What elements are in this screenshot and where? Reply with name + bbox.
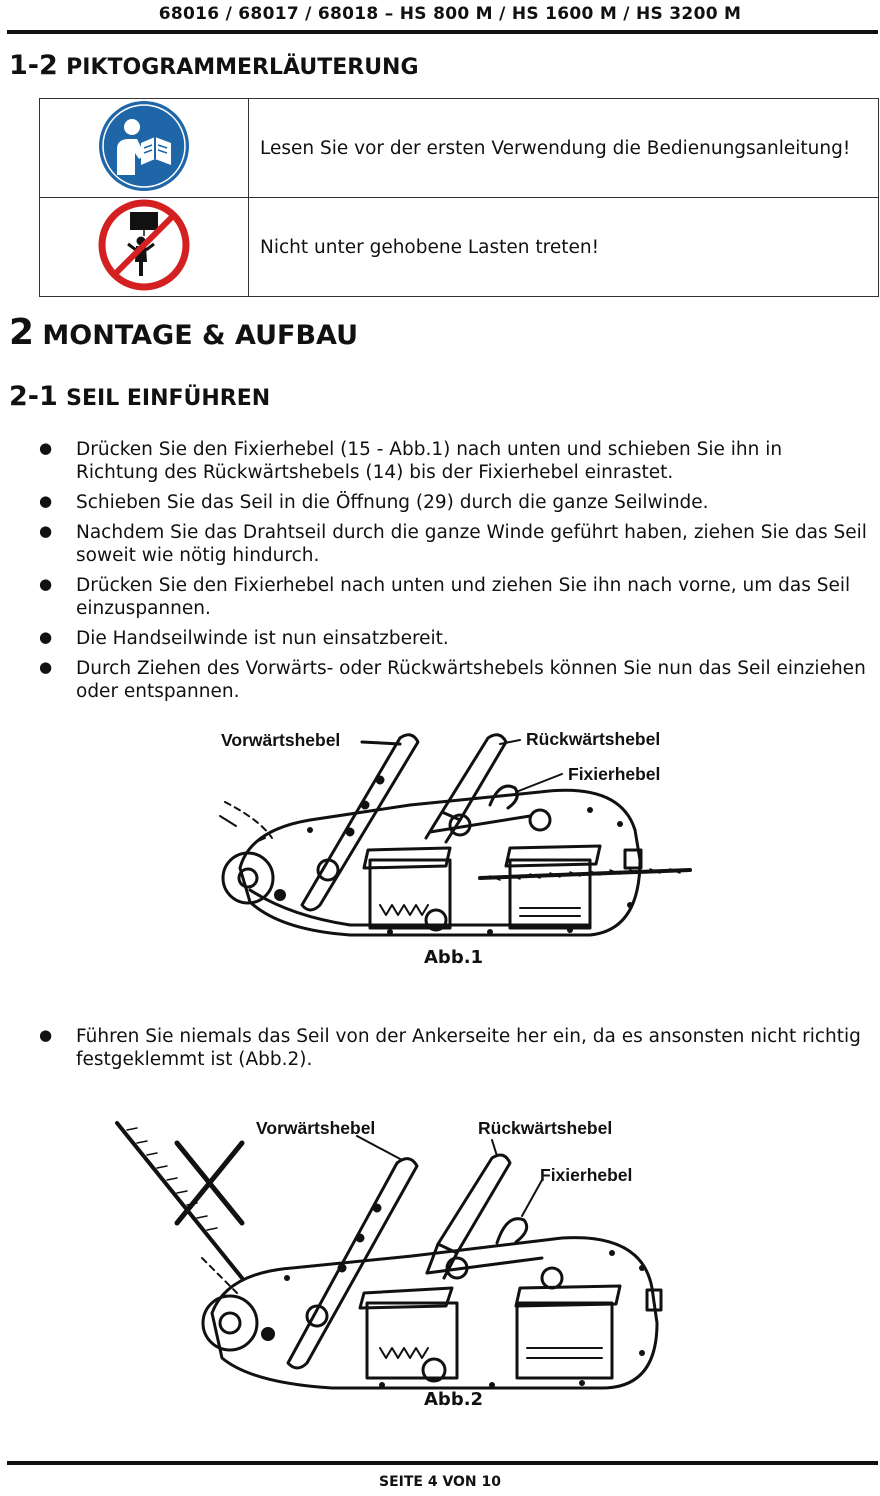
- pictogram-row: [40, 99, 879, 198]
- section-title: MONTAGE & AUFBAU: [42, 320, 359, 351]
- list-item: ● Die Handseilwinde ist nun einsatzbereit.: [38, 627, 868, 650]
- no-standing-under-load-icon: [97, 198, 191, 292]
- section-title: PIKTOGRAMMERLÄUTERUNG: [66, 55, 419, 80]
- instruction-list: [38, 438, 868, 710]
- section-title: SEIL EINFÜHREN: [66, 386, 271, 411]
- figure-2-label-lock-lever: Fixierhebel: [540, 1165, 633, 1185]
- section-number: 1-2: [9, 50, 58, 81]
- section-heading-2-1: [9, 381, 270, 412]
- list-item: ● Schieben Sie das Seil in die Öffnung (29) durch die ganze Seilwinde.: [38, 491, 868, 514]
- list-item: ● Durch Ziehen des Vorwärts- oder Rückwärtshebels können Sie nun das Seil einziehen oder entspannen.: [38, 657, 868, 703]
- list-item: ● Führen Sie niemals das Seil von der Ankerseite her ein, da es ansonsten nicht richtig festgeklemmt ist (Abb.2).: [38, 1025, 868, 1071]
- list-item: ● Nachdem Sie das Drahtseil durch die ganze Winde geführt haben, ziehen Sie das Seil soweit wie nötig hindurch.: [38, 521, 868, 567]
- pictogram-icon-cell: [40, 99, 249, 198]
- list-item: ● Drücken Sie den Fixierhebel nach unten und ziehen Sie ihn nach vorne, um das Seil einzuspannen.: [38, 574, 868, 620]
- page-number: SEITE 4 VON 10: [378, 1474, 502, 1490]
- section-heading-2: [9, 312, 358, 353]
- figure-1-winch-diagram: [210, 720, 700, 950]
- figure-2-winch-diagram: [112, 1108, 672, 1393]
- pictogram-text: Lesen Sie vor der ersten Verwendung die Bedienungsanleitung!: [249, 99, 879, 198]
- section-number: 2: [9, 312, 35, 353]
- figure-2-label-forward-lever: Vorwärtshebel: [256, 1118, 376, 1138]
- figure-1-label-reverse-lever: Rückwärtshebel: [526, 729, 661, 749]
- header-rule: [7, 30, 878, 34]
- figure-1-label-forward-lever: Vorwärtshebel: [221, 730, 341, 750]
- instruction-list-2: [38, 1025, 868, 1078]
- figure-1-caption: Abb.1: [424, 947, 484, 968]
- footer-rule: [7, 1461, 878, 1465]
- list-item: ● Drücken Sie den Fixierhebel (15 - Abb.1) nach unten und schieben Sie ihn in Richtung des Rückwärtshebels (14) bis der Fixierhebel einrastet.: [38, 438, 868, 484]
- section-heading-1-2: [9, 50, 419, 81]
- figure-2-caption: Abb.2: [424, 1389, 484, 1410]
- document-header-title: 68016 / 68017 / 68018 – HS 800 M / HS 1600 M / HS 3200 M: [158, 4, 742, 24]
- figure-1-label-lock-lever: Fixierhebel: [568, 764, 661, 784]
- figure-2-label-reverse-lever: Rückwärtshebel: [478, 1118, 613, 1138]
- read-manual-icon: [97, 99, 191, 193]
- pictogram-icon-cell: [40, 198, 249, 297]
- section-number: 2-1: [9, 381, 58, 412]
- pictogram-text: Nicht unter gehobene Lasten treten!: [249, 198, 879, 297]
- pictogram-table: [39, 98, 879, 297]
- pictogram-row: [40, 198, 879, 297]
